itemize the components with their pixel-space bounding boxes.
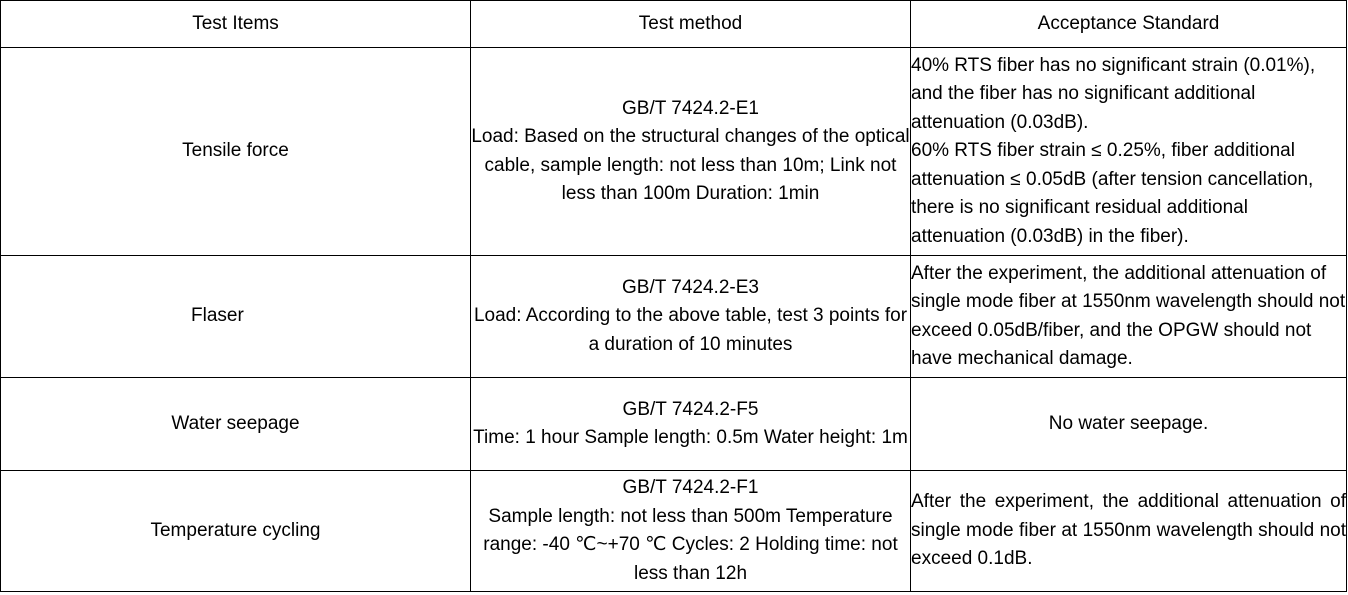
test-method-cell [471,256,911,378]
test-item-cell: Tensile force [1,48,471,256]
method-detail: Load: Based on the structural changes of the optical cable, sample length: not less than 10m; Link not less than 100m Duration: 1min [471,126,910,204]
standard-paragraph: After the experiment, the additional attenuation of single mode fiber at 1550nm wavelength should not exceed 0.05dB/fiber, and the OPGW should not have mechanical damage. [911,262,1346,369]
method-standard-code: GB/T 7424.2-E1 [622,97,759,119]
header-test-items: Test Items [1,1,471,48]
acceptance-standard-cell [911,378,1347,471]
table-row [1,48,1347,256]
method-standard-code: GB/T 7424.2-F1 [622,477,759,498]
method-detail: Time: 1 hour Sample length: 0.5m Water height: 1m [473,427,908,448]
standard-paragraph: 60% RTS fiber strain ≤ 0.25%, fiber additional attenuation ≤ 0.05dB (after tension cancellation, there is no significant residual additional attenuation (0.03dB) in the fiber). [911,140,1314,247]
table-row [1,378,1347,471]
test-item-cell: Flaser [1,256,471,378]
header-row [1,1,1347,48]
method-detail: Sample length: not less than 500m Temperature range: -40 ℃~+70 ℃ Cycles: 2 Holding time: not less than 12h [483,505,898,584]
method-detail: Load: According to the above table, test 3 points for a duration of 10 minutes [473,305,908,355]
table-row [1,256,1347,378]
standard-paragraph: After the experiment, the additional attenuation of single mode fiber at 1550nm wavelength should not exceed 0.1dB. [911,491,1346,570]
standard-paragraph: 40% RTS fiber has no significant strain (0.01%), and the fiber has no significant additional attenuation (0.03dB). [911,54,1316,133]
test-method-cell [471,48,911,256]
header-acceptance-standard: Acceptance Standard [911,1,1347,48]
acceptance-standard-cell [911,48,1347,256]
table-row [1,471,1347,592]
test-item-cell: Temperature cycling [1,471,471,592]
test-method-cell [471,471,911,592]
acceptance-standard-cell [911,256,1347,378]
test-method-cell [471,378,911,471]
test-item-cell: Water seepage [1,378,471,471]
standard-paragraph: No water seepage. [1048,412,1209,434]
method-standard-code: GB/T 7424.2-E3 [622,276,759,298]
method-standard-code: GB/T 7424.2-F5 [622,398,759,420]
header-test-method: Test method [471,1,911,48]
acceptance-standard-cell [911,471,1347,592]
